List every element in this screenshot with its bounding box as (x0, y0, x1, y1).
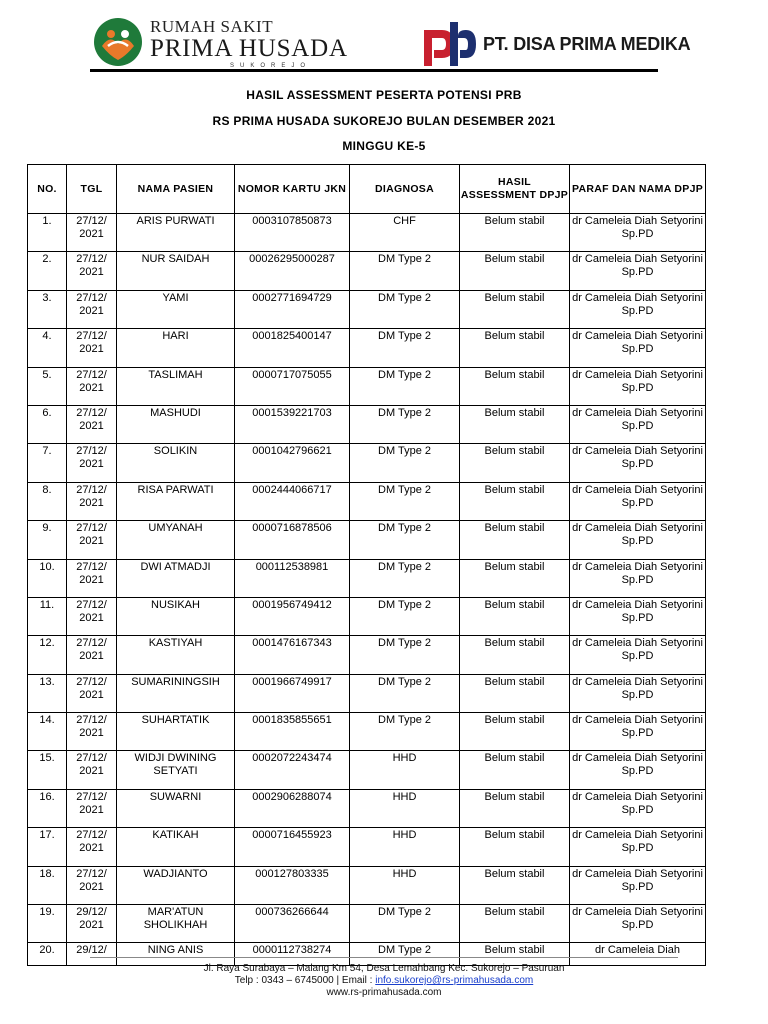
cell-tgl: 27/12/ 2021 (67, 866, 117, 904)
cell-diagnosa: DM Type 2 (350, 597, 460, 635)
cell-hasil: Belum stabil (460, 214, 570, 252)
cell-kartu: 0000716455923 (235, 828, 350, 866)
footer-divider (90, 957, 678, 958)
cell-tgl: 27/12/ 2021 (67, 559, 117, 597)
cell-tgl: 27/12/ 2021 (67, 444, 117, 482)
cell-hasil: Belum stabil (460, 751, 570, 789)
cell-hasil: Belum stabil (460, 789, 570, 827)
cell-no: 7. (28, 444, 67, 482)
cell-hasil: Belum stabil (460, 329, 570, 367)
table-row (28, 367, 706, 405)
table-row (28, 789, 706, 827)
cell-hasil: Belum stabil (460, 943, 570, 966)
cell-tgl: 27/12/ 2021 (67, 367, 117, 405)
hospital-prefix: RUMAH SAKIT (150, 17, 274, 36)
cell-hasil: Belum stabil (460, 290, 570, 328)
cell-diagnosa: DM Type 2 (350, 290, 460, 328)
cell-diagnosa: DM Type 2 (350, 367, 460, 405)
footer (0, 963, 768, 999)
cell-nama: KASTIYAH (117, 636, 235, 674)
cell-kartu: 0001042796621 (235, 444, 350, 482)
cell-no: 1. (28, 214, 67, 252)
cell-diagnosa: DM Type 2 (350, 943, 460, 966)
hospital-logo-icon (92, 16, 144, 68)
cell-kartu: 00026295000287 (235, 252, 350, 290)
table-row (28, 866, 706, 904)
cell-hasil: Belum stabil (460, 597, 570, 635)
cell-diagnosa: HHD (350, 866, 460, 904)
cell-nama: HARI (117, 329, 235, 367)
cell-hasil: Belum stabil (460, 367, 570, 405)
cell-no: 8. (28, 482, 67, 520)
letterhead (0, 0, 768, 76)
cell-diagnosa: DM Type 2 (350, 482, 460, 520)
cell-diagnosa: DM Type 2 (350, 444, 460, 482)
cell-paraf: dr Cameleia Diah Setyorini Sp.PD (570, 367, 706, 405)
table-row (28, 329, 706, 367)
table-row (28, 405, 706, 443)
cell-diagnosa: DM Type 2 (350, 636, 460, 674)
cell-nama: ARIS PURWATI (117, 214, 235, 252)
cell-paraf: dr Cameleia Diah Setyorini Sp.PD (570, 444, 706, 482)
company-name: PT. DISA PRIMA MEDIKA (483, 34, 691, 54)
table-row (28, 636, 706, 674)
cell-paraf: dr Cameleia Diah Setyorini Sp.PD (570, 290, 706, 328)
cell-kartu: 0001956749412 (235, 597, 350, 635)
title-line-3: MINGGU KE-5 (342, 139, 426, 153)
hospital-name: PRIMA HUSADA (150, 35, 348, 62)
cell-paraf: dr Cameleia Diah Setyorini Sp.PD (570, 636, 706, 674)
cell-paraf: dr Cameleia Diah Setyorini Sp.PD (570, 482, 706, 520)
column-header-tgl: TGL (67, 165, 117, 214)
cell-nama: DWI ATMADJI (117, 559, 235, 597)
column-header-kartu: NOMOR KARTU JKN (235, 165, 350, 214)
cell-diagnosa: DM Type 2 (350, 329, 460, 367)
cell-diagnosa: HHD (350, 789, 460, 827)
cell-paraf: dr Cameleia Diah Setyorini Sp.PD (570, 828, 706, 866)
cell-no: 14. (28, 713, 67, 751)
cell-paraf: dr Cameleia Diah Setyorini Sp.PD (570, 214, 706, 252)
cell-kartu: 0000716878506 (235, 521, 350, 559)
cell-nama: SUMARININGSIH (117, 674, 235, 712)
cell-hasil: Belum stabil (460, 674, 570, 712)
cell-no: 18. (28, 866, 67, 904)
column-header-nama: NAMA PASIEN (117, 165, 235, 214)
table-row (28, 674, 706, 712)
cell-diagnosa: CHF (350, 214, 460, 252)
table-row (28, 444, 706, 482)
cell-nama: NUR SAIDAH (117, 252, 235, 290)
cell-tgl: 27/12/ 2021 (67, 329, 117, 367)
cell-kartu: 0002906288074 (235, 789, 350, 827)
cell-no: 17. (28, 828, 67, 866)
cell-nama: MASHUDI (117, 405, 235, 443)
cell-tgl: 27/12/ 2021 (67, 713, 117, 751)
cell-nama: SUHARTATIK (117, 713, 235, 751)
column-header-hasil: HASIL ASSESSMENT DPJP (460, 165, 570, 214)
cell-nama: WADJIANTO (117, 866, 235, 904)
cell-kartu: 000112538981 (235, 559, 350, 597)
cell-kartu: 0002444066717 (235, 482, 350, 520)
cell-tgl: 27/12/ 2021 (67, 751, 117, 789)
cell-hasil: Belum stabil (460, 444, 570, 482)
cell-tgl: 27/12/ 2021 (67, 482, 117, 520)
table-body (28, 214, 706, 966)
cell-kartu: 0001835855651 (235, 713, 350, 751)
cell-tgl: 29/12/ 2021 (67, 905, 117, 943)
table-header-row (28, 165, 706, 214)
cell-no: 20. (28, 943, 67, 966)
cell-kartu: 0001476167343 (235, 636, 350, 674)
cell-paraf: dr Cameleia Diah Setyorini Sp.PD (570, 866, 706, 904)
cell-tgl: 27/12/ 2021 (67, 674, 117, 712)
company-logo-icon (420, 22, 480, 66)
cell-diagnosa: HHD (350, 751, 460, 789)
column-header-no: NO. (28, 165, 67, 214)
cell-kartu: 0001539221703 (235, 405, 350, 443)
table-row (28, 559, 706, 597)
cell-paraf: dr Cameleia Diah Setyorini Sp.PD (570, 329, 706, 367)
cell-no: 6. (28, 405, 67, 443)
cell-kartu: 0001825400147 (235, 329, 350, 367)
cell-diagnosa: DM Type 2 (350, 252, 460, 290)
cell-paraf: dr Cameleia Diah Setyorini Sp.PD (570, 521, 706, 559)
cell-diagnosa: DM Type 2 (350, 521, 460, 559)
cell-hasil: Belum stabil (460, 521, 570, 559)
cell-hasil: Belum stabil (460, 252, 570, 290)
footer-email-link[interactable]: info.sukorejo@rs-primahusada.com (375, 975, 534, 986)
cell-tgl: 27/12/ 2021 (67, 214, 117, 252)
cell-hasil: Belum stabil (460, 828, 570, 866)
cell-paraf: dr Cameleia Diah Setyorini Sp.PD (570, 252, 706, 290)
cell-paraf: dr Cameleia Diah (570, 943, 706, 966)
cell-paraf: dr Cameleia Diah Setyorini Sp.PD (570, 559, 706, 597)
table-row (28, 905, 706, 943)
cell-no: 15. (28, 751, 67, 789)
table-row (28, 214, 706, 252)
cell-hasil: Belum stabil (460, 905, 570, 943)
cell-paraf: dr Cameleia Diah Setyorini Sp.PD (570, 597, 706, 635)
cell-nama: YAMI (117, 290, 235, 328)
column-header-paraf: PARAF DAN NAMA DPJP (570, 165, 706, 214)
cell-tgl: 27/12/ 2021 (67, 597, 117, 635)
cell-nama: MAR'ATUN SHOLIKHAH (117, 905, 235, 943)
cell-tgl: 27/12/ 2021 (67, 290, 117, 328)
cell-hasil: Belum stabil (460, 482, 570, 520)
cell-kartu: 000127803335 (235, 866, 350, 904)
cell-tgl: 27/12/ 2021 (67, 521, 117, 559)
cell-tgl: 27/12/ 2021 (67, 252, 117, 290)
cell-paraf: dr Cameleia Diah Setyorini Sp.PD (570, 751, 706, 789)
cell-paraf: dr Cameleia Diah Setyorini Sp.PD (570, 405, 706, 443)
cell-diagnosa: HHD (350, 828, 460, 866)
cell-nama: NUSIKAH (117, 597, 235, 635)
cell-no: 5. (28, 367, 67, 405)
table-row (28, 482, 706, 520)
table-row (28, 597, 706, 635)
cell-paraf: dr Cameleia Diah Setyorini Sp.PD (570, 713, 706, 751)
header-divider (90, 69, 658, 72)
cell-no: 4. (28, 329, 67, 367)
cell-no: 19. (28, 905, 67, 943)
column-header-diagnosa: DIAGNOSA (350, 165, 460, 214)
cell-no: 3. (28, 290, 67, 328)
cell-diagnosa: DM Type 2 (350, 713, 460, 751)
title-line-1: HASIL ASSESSMENT PESERTA POTENSI PRB (246, 88, 522, 102)
cell-tgl: 27/12/ 2021 (67, 405, 117, 443)
table-row (28, 751, 706, 789)
footer-contact (0, 975, 768, 987)
cell-tgl: 27/12/ 2021 (67, 789, 117, 827)
cell-kartu: 0000112738274 (235, 943, 350, 966)
cell-nama: KATIKAH (117, 828, 235, 866)
cell-no: 16. (28, 789, 67, 827)
cell-kartu: 0002072243474 (235, 751, 350, 789)
cell-hasil: Belum stabil (460, 405, 570, 443)
cell-diagnosa: DM Type 2 (350, 405, 460, 443)
cell-diagnosa: DM Type 2 (350, 905, 460, 943)
cell-diagnosa: DM Type 2 (350, 559, 460, 597)
title-line-2: RS PRIMA HUSADA SUKOREJO BULAN DESEMBER 2021 (212, 114, 556, 128)
hospital-city: SUKOREJO (230, 63, 312, 69)
cell-paraf: dr Cameleia Diah Setyorini Sp.PD (570, 789, 706, 827)
cell-paraf: dr Cameleia Diah Setyorini Sp.PD (570, 674, 706, 712)
table-row (28, 713, 706, 751)
cell-nama: SUWARNI (117, 789, 235, 827)
cell-kartu: 0003107850873 (235, 214, 350, 252)
cell-no: 13. (28, 674, 67, 712)
cell-hasil: Belum stabil (460, 713, 570, 751)
cell-kartu: 0002771694729 (235, 290, 350, 328)
cell-diagnosa: DM Type 2 (350, 674, 460, 712)
cell-no: 9. (28, 521, 67, 559)
cell-tgl: 27/12/ 2021 (67, 636, 117, 674)
cell-hasil: Belum stabil (460, 636, 570, 674)
cell-nama: UMYANAH (117, 521, 235, 559)
table-row (28, 828, 706, 866)
cell-no: 11. (28, 597, 67, 635)
footer-address: Jl. Raya Surabaya – Malang Km 54, Desa Lemahbang Kec. Sukorejo – Pasuruan (203, 963, 565, 974)
cell-hasil: Belum stabil (460, 866, 570, 904)
cell-tgl: 29/12/ (67, 943, 117, 966)
cell-paraf: dr Cameleia Diah Setyorini Sp.PD (570, 905, 706, 943)
table-row (28, 252, 706, 290)
table-row (28, 290, 706, 328)
cell-kartu: 0000717075055 (235, 367, 350, 405)
cell-kartu: 000736266644 (235, 905, 350, 943)
cell-no: 12. (28, 636, 67, 674)
cell-hasil: Belum stabil (460, 559, 570, 597)
cell-nama: SOLIKIN (117, 444, 235, 482)
footer-phone: Telp : 0343 – 6745000 | Email : (234, 975, 376, 986)
footer-website[interactable]: www.rs-primahusada.com (326, 987, 442, 998)
cell-kartu: 0001966749917 (235, 674, 350, 712)
cell-no: 2. (28, 252, 67, 290)
cell-tgl: 27/12/ 2021 (67, 828, 117, 866)
cell-nama: NING ANIS (117, 943, 235, 966)
assessment-table (27, 164, 706, 966)
hospital-name-block (150, 18, 348, 70)
cell-nama: WIDJI DWINING SETYATI (117, 751, 235, 789)
table-row (28, 521, 706, 559)
cell-no: 10. (28, 559, 67, 597)
cell-nama: RISA PARWATI (117, 482, 235, 520)
cell-nama: TASLIMAH (117, 367, 235, 405)
